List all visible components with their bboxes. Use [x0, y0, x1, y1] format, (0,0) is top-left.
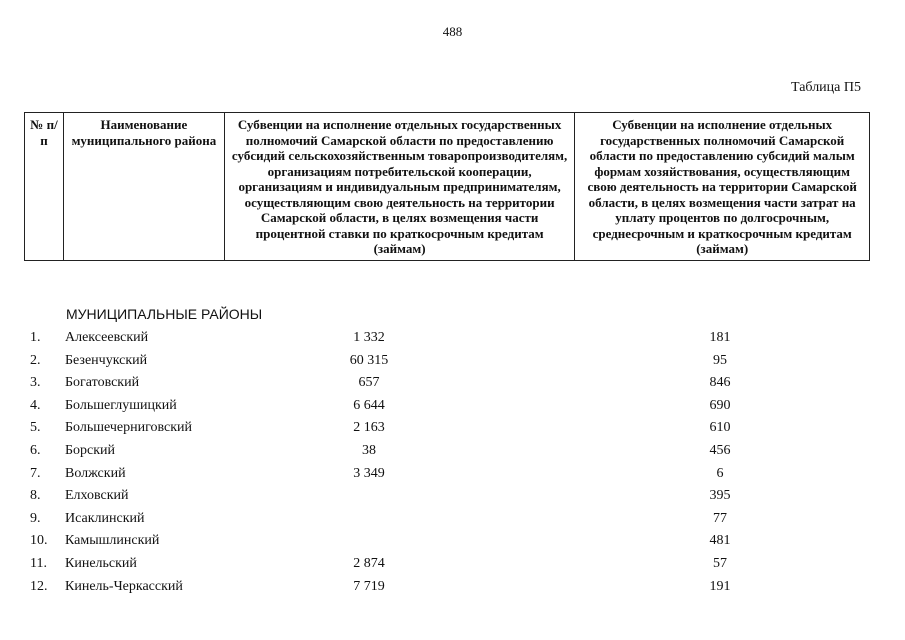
row-number: 10. — [30, 533, 48, 549]
subsidy-1-value: 6 644 — [353, 397, 385, 413]
header-col-subsidy-2: Субвенции на исполнение отдельных государственных полномочий Самарской области по предоставлению субсидий малым формам хозяйствования, осуществляющим свою деятельность на территории Самарской области, в целях возмещения части затрат на уплату процентов по долгосрочным, среднесрочным и краткосрочным кредитам (займам) — [575, 113, 870, 261]
row-number: 9. — [30, 510, 41, 526]
subsidy-2-value: 456 — [709, 442, 731, 458]
row-number: 2. — [30, 352, 41, 368]
subsidy-2-value: 610 — [709, 420, 731, 436]
subsidy-2-value: 57 — [713, 555, 727, 571]
table-body — [0, 328, 905, 599]
district-name: Большеглушицкий — [65, 397, 177, 413]
row-number: 1. — [30, 330, 41, 345]
subsidy-2-value: 690 — [709, 397, 731, 413]
table-row — [0, 531, 905, 554]
subsidy-2-value: 191 — [709, 578, 731, 594]
table-row — [0, 441, 905, 464]
subsidy-2-value: 95 — [713, 352, 727, 368]
district-name: Волжский — [65, 465, 126, 481]
table-row — [0, 373, 905, 396]
header-col-num: № п/п — [25, 113, 64, 261]
table-row — [0, 328, 905, 351]
table-row — [0, 418, 905, 441]
table-row — [0, 396, 905, 419]
district-name: Большечерниговский — [65, 420, 193, 436]
district-name: Кинель-Черкасский — [65, 578, 183, 594]
subsidy-2-value: 395 — [709, 488, 731, 504]
row-number: 12. — [30, 578, 48, 594]
row-number: 11. — [30, 555, 47, 571]
subsidy-1-value: 3 349 — [353, 465, 385, 481]
subsidy-1-value: 1 332 — [353, 330, 385, 345]
header-col-subsidy-1: Субвенции на исполнение отдельных государственных полномочий Самарской области по предоставлению субсидий сельскохозяйственным товаропроизводителям, организациям потребительской кооперации, организациям и индивидуальным предпринимателям, осуществляющим свою деятельность на территории Самарской области, в целях возмещения части процентной ставки по краткосрочным кредитам (займам) — [224, 113, 575, 261]
page-number: 488 — [442, 24, 463, 39]
district-name: Елховский — [65, 488, 129, 504]
subsidy-2-value: 481 — [709, 533, 731, 549]
table-row — [0, 509, 905, 532]
subsidy-1-value: 657 — [358, 375, 380, 391]
subsidy-1-value: 2 163 — [353, 420, 385, 436]
table-header — [24, 112, 870, 261]
row-number: 3. — [30, 375, 41, 391]
district-name: Богатовский — [65, 375, 140, 391]
table-row — [0, 486, 905, 509]
table-row — [0, 464, 905, 487]
table-row — [0, 554, 905, 577]
district-name: Борский — [65, 442, 116, 458]
district-name: Алексеевский — [65, 330, 149, 345]
district-name: Кинельский — [65, 555, 137, 571]
subsidy-2-value: 77 — [713, 510, 727, 526]
table-label: Таблица П5 — [791, 80, 861, 95]
subsidy-1-value: 60 315 — [349, 352, 389, 368]
district-name: Исаклинский — [65, 510, 145, 526]
subsidy-1-value: 2 874 — [353, 555, 385, 571]
subsidy-2-value: 181 — [709, 330, 731, 345]
row-number: 7. — [30, 465, 41, 481]
subsidy-1-value: 7 719 — [353, 578, 385, 594]
subsidy-2-value: 6 — [716, 465, 724, 481]
row-number: 5. — [30, 420, 41, 436]
row-number: 4. — [30, 397, 41, 413]
subsidy-2-value: 846 — [709, 375, 731, 391]
header-col-name: Наименование муниципального района — [63, 113, 224, 261]
subsidy-1-value: 38 — [362, 442, 376, 458]
row-number: 8. — [30, 488, 41, 504]
section-title: МУНИЦИПАЛЬНЫЕ РАЙОНЫ — [66, 306, 263, 322]
district-name: Безенчукский — [65, 352, 148, 368]
table-row — [0, 351, 905, 374]
district-name: Камышлинский — [65, 533, 160, 549]
row-number: 6. — [30, 442, 41, 458]
table-row — [0, 577, 905, 600]
